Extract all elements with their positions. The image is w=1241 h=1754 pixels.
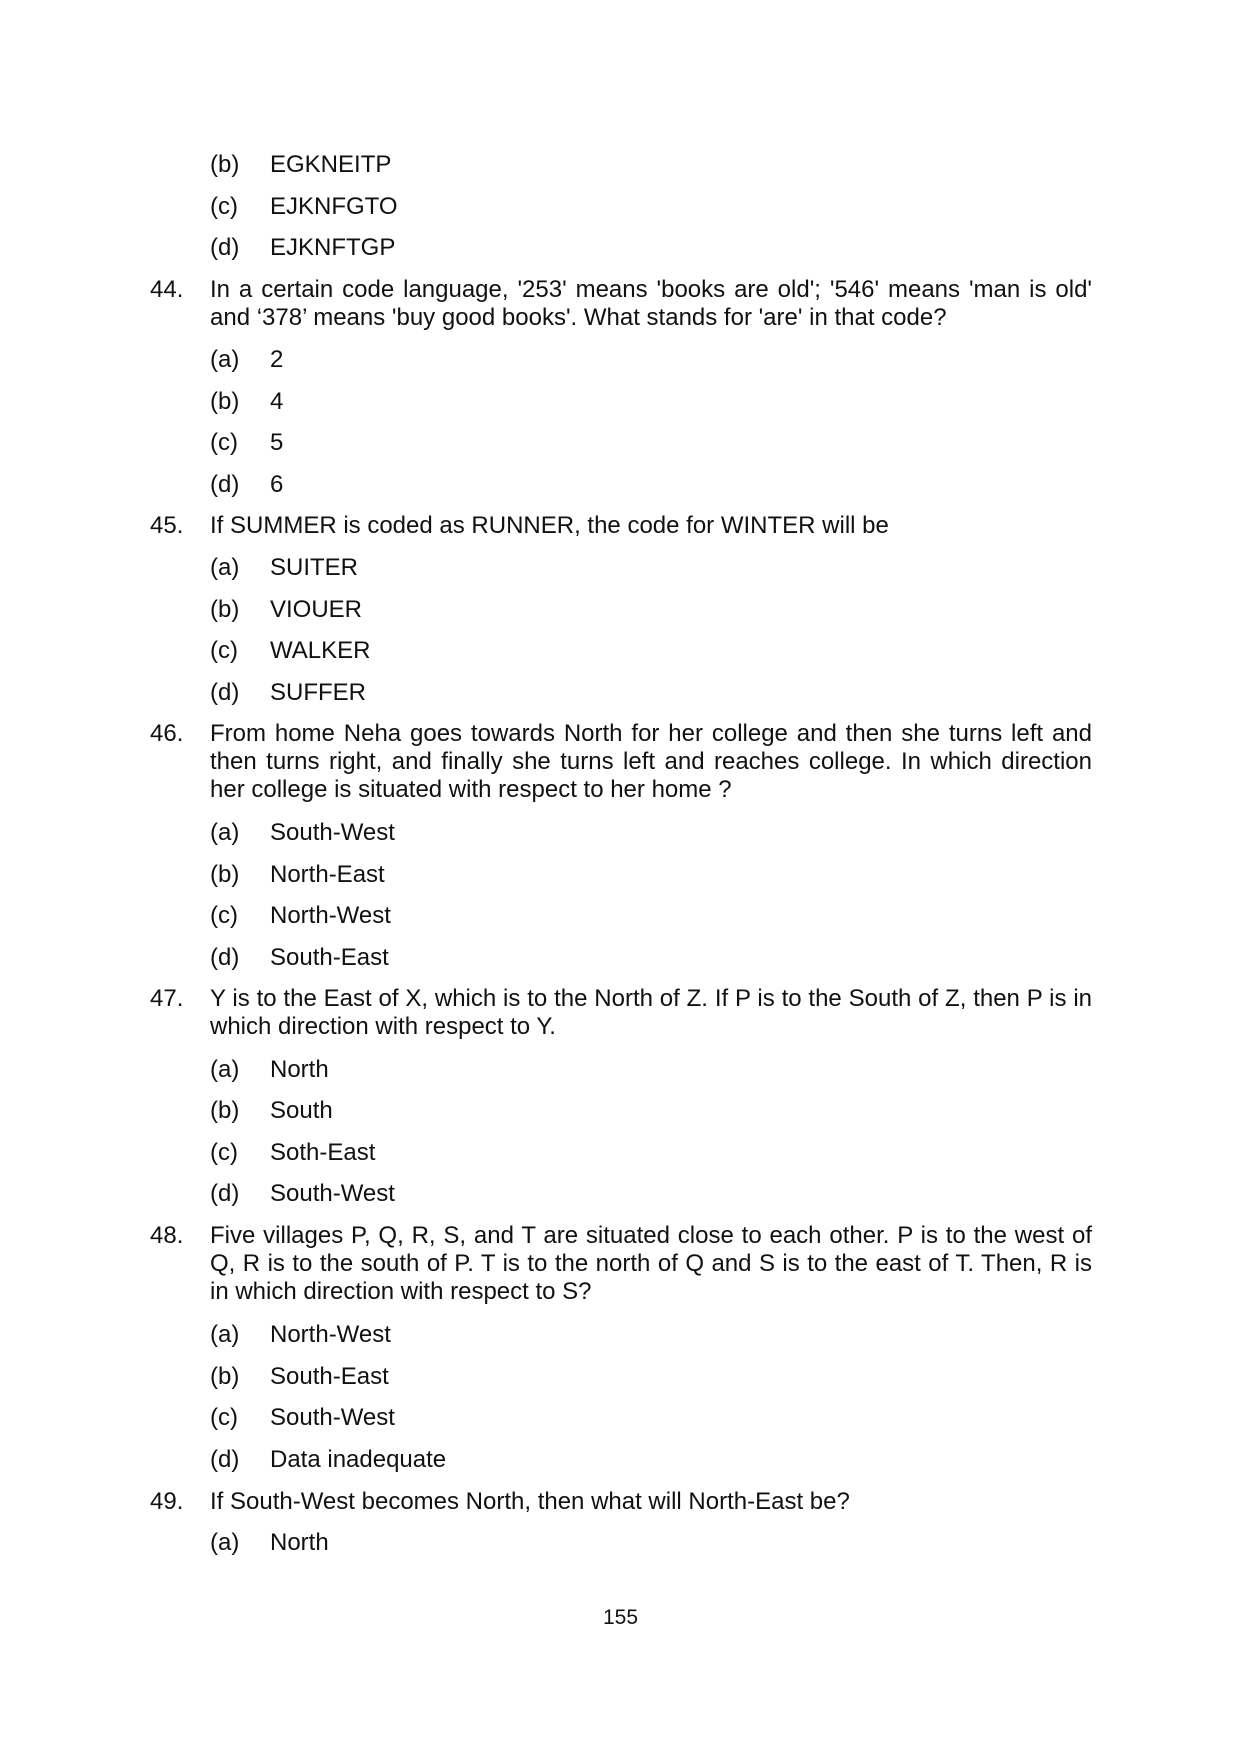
option-row (0, 1446, 1241, 1475)
option-text: EJKNFTGP (270, 234, 396, 261)
option-letter: (c) (210, 429, 238, 456)
option-row (0, 679, 1241, 708)
question-text: If SUMMER is coded as RUNNER, the code for WINTER will be (210, 512, 889, 539)
option-letter: (a) (210, 1321, 240, 1348)
option-row (0, 1404, 1241, 1433)
option-text: SUITER (270, 554, 359, 581)
option-text: North (270, 1529, 329, 1556)
option-text: Soth-East (270, 1139, 376, 1166)
option-letter: (d) (210, 944, 240, 971)
question-text: If South-West becomes North, then what will North-East be? (210, 1488, 850, 1515)
question-44 (0, 276, 1241, 331)
option-text: South-West (270, 819, 395, 846)
question-text: Five villages P, Q, R, S, and T are situated close to each other. P is to the west of Q, R is to the south of P. T is to the north of Q and S is to the east of T. Then, R is in which direction with respect to S? (210, 1222, 1092, 1305)
question-48 (0, 1222, 1241, 1305)
question-text: From home Neha goes towards North for her college and then she turns left and then turns right, and finally she turns left and reaches college. In which direction her college is situated with respect to her home ? (210, 720, 1092, 803)
option-text: North (270, 1056, 329, 1083)
option-letter: (c) (210, 193, 238, 220)
question-number: 45. (150, 512, 184, 539)
option-letter: (b) (210, 388, 240, 415)
option-letter: (a) (210, 1056, 240, 1083)
question-49 (0, 1488, 1241, 1517)
option-row (0, 1056, 1241, 1085)
option-text: 5 (270, 429, 284, 456)
option-letter: (a) (210, 1529, 240, 1556)
option-row (0, 1139, 1241, 1168)
option-text: South (270, 1097, 333, 1124)
question-text: In a certain code language, '253' means 'books are old'; '546' means 'man is old' and ‘378’ means 'buy good books'. What stands for 'are' in that code? (210, 276, 1092, 331)
option-letter: (b) (210, 1363, 240, 1390)
option-letter: (d) (210, 1446, 240, 1473)
option-row (0, 944, 1241, 973)
option-letter: (a) (210, 554, 240, 581)
question-45 (0, 512, 1241, 541)
option-row (0, 346, 1241, 375)
page-number: 155 (602, 1606, 639, 1629)
option-row (0, 1180, 1241, 1209)
option-row (0, 151, 1241, 180)
option-text: North-West (270, 902, 391, 929)
question-number: 49. (150, 1488, 184, 1515)
option-text: South-West (270, 1404, 395, 1431)
option-text: 6 (270, 471, 284, 498)
option-row (0, 554, 1241, 583)
option-letter: (d) (210, 1180, 240, 1207)
question-46 (0, 720, 1241, 803)
option-row (0, 637, 1241, 666)
option-text: North-West (270, 1321, 391, 1348)
option-text: SUFFER (270, 679, 366, 706)
option-row (0, 429, 1241, 458)
option-row (0, 902, 1241, 931)
option-letter: (a) (210, 819, 240, 846)
option-text: 4 (270, 388, 284, 415)
option-text: 2 (270, 346, 284, 373)
option-letter: (d) (210, 471, 240, 498)
question-47 (0, 985, 1241, 1040)
option-text: WALKER (270, 637, 371, 664)
question-number: 48. (150, 1222, 184, 1249)
option-text: Data inadequate (270, 1446, 447, 1473)
option-row (0, 388, 1241, 417)
option-letter: (d) (210, 679, 240, 706)
option-row (0, 596, 1241, 625)
option-letter: (a) (210, 346, 240, 373)
question-text: Y is to the East of X, which is to the North of Z. If P is to the South of Z, then P is in which direction with respect to Y. (210, 985, 1092, 1040)
option-letter: (c) (210, 1404, 238, 1431)
option-text: VIOUER (270, 596, 363, 623)
option-row (0, 234, 1241, 263)
option-letter: (c) (210, 902, 238, 929)
option-letter: (d) (210, 234, 240, 261)
option-row (0, 193, 1241, 222)
option-text: North-East (270, 861, 385, 888)
option-letter: (c) (210, 1139, 238, 1166)
option-row (0, 861, 1241, 890)
option-row (0, 471, 1241, 500)
option-text: EJKNFGTO (270, 193, 398, 220)
question-number: 44. (150, 276, 184, 303)
option-row (0, 1529, 1241, 1558)
option-letter: (c) (210, 637, 238, 664)
option-row (0, 819, 1241, 848)
option-letter: (b) (210, 596, 240, 623)
question-number: 46. (150, 720, 184, 747)
question-number: 47. (150, 985, 184, 1012)
option-letter: (b) (210, 861, 240, 888)
option-text: South-East (270, 944, 389, 971)
option-text: South-East (270, 1363, 389, 1390)
option-letter: (b) (210, 151, 240, 178)
option-text: EGKNEITP (270, 151, 392, 178)
option-row (0, 1321, 1241, 1350)
option-letter: (b) (210, 1097, 240, 1124)
option-row (0, 1097, 1241, 1126)
option-row (0, 1363, 1241, 1392)
option-text: South-West (270, 1180, 395, 1207)
